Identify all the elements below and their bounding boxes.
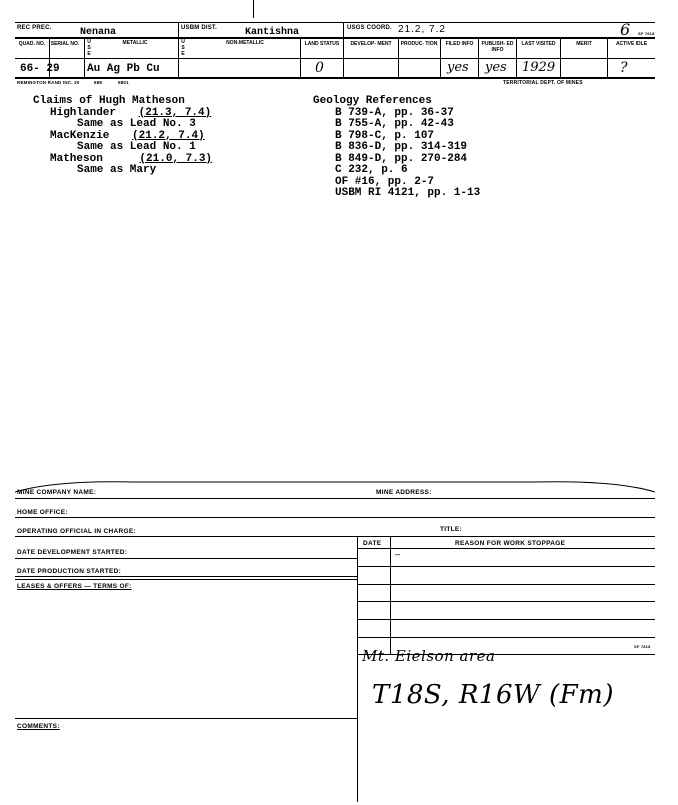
rule-home-office xyxy=(15,517,655,518)
divider xyxy=(478,37,479,77)
col-merit: MERIT xyxy=(576,41,592,47)
divider xyxy=(398,37,399,77)
rule-table-row xyxy=(357,584,655,585)
filed-info-value: yes xyxy=(447,60,469,75)
metallic-value: Au Ag Pb Cu xyxy=(87,63,160,75)
data-row-rule xyxy=(15,77,655,79)
col-quad-no: QUAD. NO. xyxy=(18,41,46,47)
rule-date-prod-double xyxy=(15,579,357,580)
handwritten-location: T18S, R16W (Fm) xyxy=(372,680,614,710)
col-land-status: LAND STATUS xyxy=(304,41,340,47)
col-last-visited: LAST VISITED xyxy=(521,41,556,47)
print-code-a: 688 xyxy=(94,80,103,85)
divider xyxy=(300,37,301,77)
col-use-a: U S E xyxy=(87,39,91,57)
bottom-tick-mark xyxy=(357,790,358,802)
mine-address-label: MINE ADDRESS: xyxy=(376,489,432,496)
col-filed-info: FILED INFO xyxy=(445,41,474,47)
rule-mine-company xyxy=(15,498,655,499)
divider xyxy=(607,37,608,77)
corner-mark: 6 xyxy=(620,20,631,39)
comments-label: COMMENTS: xyxy=(17,723,60,730)
rule-table-row xyxy=(357,601,655,602)
col-published-info: PUBLISH- ED INFO xyxy=(481,41,514,53)
col-development: DEVELOP- MENT xyxy=(350,41,392,47)
claim-coord: (21.3, 7.4) xyxy=(138,106,212,119)
claim-note: Same as Lead No. 3 xyxy=(77,118,196,130)
col-production: PRODUC- TION xyxy=(400,41,438,47)
claim-coord: (21.2, 7.4) xyxy=(132,129,205,142)
divider xyxy=(343,37,344,77)
geology-ref: B 755-A, pp. 42-43 xyxy=(335,118,454,130)
last-visited-value: 1929 xyxy=(522,60,556,75)
rec-prec-value: Nenana xyxy=(80,27,117,38)
usbm-dist-value: Kantishna xyxy=(245,27,300,38)
handwritten-area: Mt. Eielson area xyxy=(362,647,496,665)
column-header-rule xyxy=(15,58,655,59)
geology-refs xyxy=(313,108,480,200)
geology-ref: USBM RI 4121, pp. 1-13 xyxy=(335,187,481,199)
claim-name: Matheson xyxy=(50,152,103,165)
col-metallic: METALLIC xyxy=(122,40,148,46)
col-active-idle: ACTIVE IDLE xyxy=(615,41,648,47)
geology-ref: B 849-D, pp. 270-284 xyxy=(335,152,468,165)
claim-note: Same as Lead No. 1 xyxy=(77,141,196,153)
form-number: SF 7818 xyxy=(638,31,655,36)
print-code-b: 5801 xyxy=(118,80,129,85)
claims-title: Claims of Hugh Matheson xyxy=(33,95,185,107)
rule-operating-official xyxy=(15,536,655,537)
printer-imprint: REMINGTON RAND INC. 20 xyxy=(17,80,80,85)
header-top-rule xyxy=(15,22,655,23)
claim-note: Same as Mary xyxy=(77,164,157,176)
divider xyxy=(84,37,85,77)
divider xyxy=(516,37,517,77)
usgs-coord-value: 21.2, 7.2 xyxy=(398,24,446,35)
operating-official-label: OPERATING OFFICIAL IN CHARGE: xyxy=(17,528,136,535)
col-serial-no: SERIAL NO. xyxy=(50,41,80,47)
divider xyxy=(178,37,179,77)
geology-block xyxy=(313,96,480,200)
usbm-dist-label: USBM DIST. xyxy=(181,25,218,31)
usgs-coord-label: USGS COORD. xyxy=(347,25,392,31)
active-idle-value: ? xyxy=(620,60,628,76)
reason-column-header: REASON FOR WORK STOPPAGE xyxy=(455,540,566,547)
mine-company-name-label: MINE COMPANY NAME: xyxy=(17,489,97,496)
geology-ref: C 232, p. 6 xyxy=(335,164,408,176)
first-entry-dash: – xyxy=(395,549,401,559)
claim-name: Highlander xyxy=(50,106,117,119)
geology-ref: B 836-D, pp. 314-319 xyxy=(335,141,468,153)
divider xyxy=(178,22,179,37)
claim-coord: (21.0, 7.3) xyxy=(139,152,213,165)
published-info-value: yes xyxy=(485,60,507,75)
quad-serial-value: 66- 29 xyxy=(20,63,60,75)
rule-date-dev xyxy=(15,558,357,559)
rule-table-row xyxy=(357,637,655,638)
form-number-small: SF 7818 xyxy=(634,644,651,649)
divider xyxy=(560,37,561,77)
geology-ref: B 739-A, pp. 36-37 xyxy=(335,106,454,119)
home-office-label: HOME OFFICE: xyxy=(17,509,68,516)
geology-ref: OF #16, pp. 2-7 xyxy=(335,175,435,188)
col-use-b: U S E xyxy=(181,39,185,57)
title-label: TITLE: xyxy=(440,526,463,533)
territorial-imprint: TERRITORIAL DEPT. OF MINES xyxy=(503,80,583,86)
rule-table-row xyxy=(357,619,655,620)
rule-table-row xyxy=(357,566,655,567)
date-production-started-label: DATE PRODUCTION STARTED: xyxy=(17,568,122,575)
tear-curve xyxy=(15,474,655,494)
claims-block xyxy=(33,96,212,177)
date-development-started-label: DATE DEVELOPMENT STARTED: xyxy=(17,549,128,556)
rule-table-header xyxy=(357,548,655,549)
land-status-value: 0 xyxy=(315,60,324,76)
geology-ref: B 798-C, p. 107 xyxy=(335,129,435,142)
leases-offers-label: LEASES & OFFERS — TERMS OF: xyxy=(17,583,132,590)
col-non-metallic: NON-METALLIC xyxy=(226,40,264,46)
divider xyxy=(357,654,358,799)
claim-name: MacKenzie xyxy=(50,129,110,142)
divider xyxy=(343,22,344,37)
rule-date-prod xyxy=(15,576,357,577)
date-column-header: DATE xyxy=(363,540,382,547)
divider xyxy=(440,37,441,77)
geology-title: Geology References xyxy=(313,95,432,107)
rule-comments xyxy=(15,718,357,719)
top-tick-mark xyxy=(253,0,254,18)
rec-prec-label: REC PREC. xyxy=(17,25,52,31)
